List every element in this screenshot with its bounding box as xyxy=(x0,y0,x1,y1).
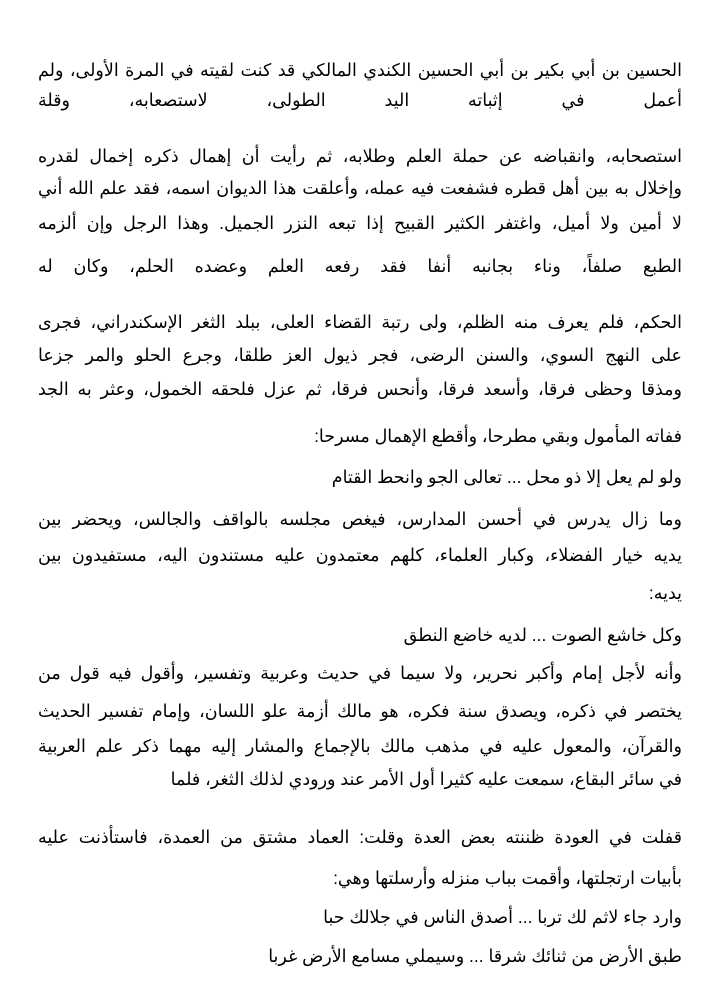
verse-line: طبق الأرض من ثنائك شرقا ... وسيملي مسامع الأرض غربا xyxy=(268,946,682,966)
text-line: وإخلال به بين أهل قطره فشفعت فيه عمله، وأعلقت هذا الديوان اسمه، فقد علم الله أني xyxy=(38,178,682,198)
text-line: ففاته المأمول وبقي مطرحا، وأقطع الإهمال مسرحا: xyxy=(314,426,682,446)
verse-line: وكل خاشع الصوت ... لديه خاضع النطق xyxy=(403,625,682,645)
text-line: ومذقا وحظى فرقا، وأسعد فرقا، وأنحس فرقا، ثم عزل فلحقه الخمول، وعثر به الجد xyxy=(38,379,682,399)
text-line: الحسين بن أبي بكير بن أبي الحسين الكندي المالكي قد كنت لقيته في المرة الأولى، ولم xyxy=(38,60,682,80)
text-line: قفلت في العودة ظننته بعض العدة وقلت: العماد مشتق من العمدة، فاستأذنت عليه xyxy=(38,827,682,847)
text-line: استصحابه، وانقباضه عن حملة العلم وطلابه، ثم رأيت أن إهمال ذكره إخمال لقدره xyxy=(38,146,682,166)
text-line: والقرآن، والمعول عليه في مذهب مالك بالإجماع والمشار إليه مهما ذكر علم العربية xyxy=(38,736,682,756)
text-line: يختصر في ذكره، ويصدق سنة فكره، هو مالك أزمة علو اللسان، وإمام تفسير الحديث xyxy=(38,701,682,721)
verse-line: وارد جاء لاثم لك تربا ... أصدق الناس في جلالك حبا xyxy=(323,907,682,927)
text-line: في سائر البقاع، سمعت عليه كثيرا أول الأمر عند ورودي لذلك الثغر، فلما xyxy=(170,769,682,789)
text-line: يديه خيار الفضلاء، وكبار العلماء، كلهم معتمدون عليه مستندون اليه، مستفيدون بين xyxy=(38,545,682,565)
verse-line: ولو لم يعل إلا ذو محل ... تعالى الجو وانحط القتام xyxy=(331,467,682,487)
text-line: على النهج السوي، والسنن الرضى، فجر ذيول العز طلقا، وجرع الحلو والمر جزعا xyxy=(38,345,682,365)
text-line: الطبع صلفاً، وناء بجانبه أنفا فقد رفعه العلم وعضده الحلم، وكان له xyxy=(38,256,682,276)
text-line: الحكم، فلم يعرف منه الظلم، ولى رتبة القضاء العلى، ببلد الثغر الإسكندراني، فجرى xyxy=(38,312,682,332)
text-line: لا أمين ولا أميل، واغتفر الكثير القبيح إذا تبعه النزر الجميل. وهذا الرجل وإن ألزمه xyxy=(38,213,682,233)
text-line: أعمل في إثباته اليد الطولى، لاستصعابه، وقلة xyxy=(38,90,682,110)
text-line: وما زال يدرس في أحسن المدارس، فيغص مجلسه بالواقف والجالس، ويحضر بين xyxy=(38,509,682,529)
text-line: وأنه لأجل إمام وأكبر نحرير، ولا سيما في حديث وعربية وتفسير، وأقول فيه قول من xyxy=(38,663,682,683)
text-line: يديه: xyxy=(648,583,682,603)
text-line: بأبيات ارتجلتها، وأقمت بباب منزله وأرسلتها وهي: xyxy=(333,868,682,888)
